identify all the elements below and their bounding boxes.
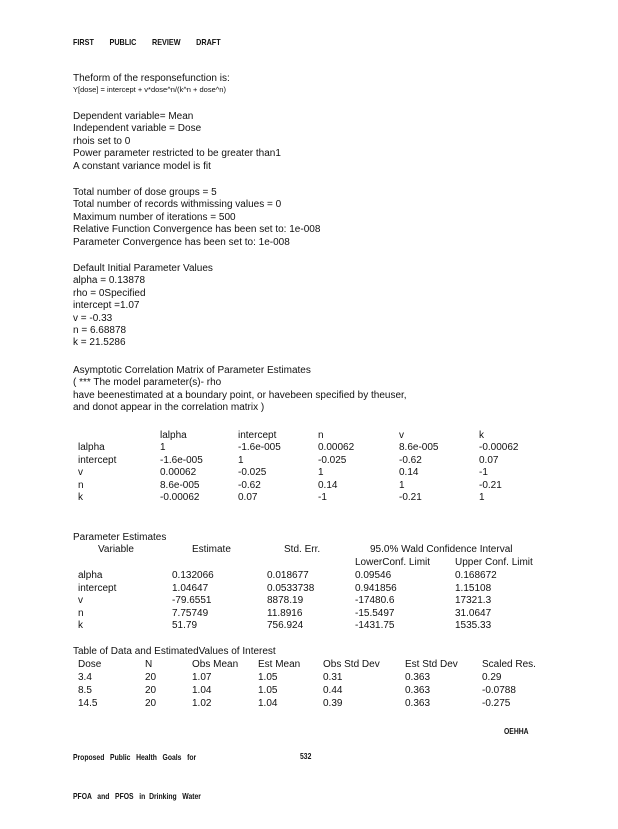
col-header: 95.0% Wald Confidence Interval bbox=[370, 544, 513, 555]
data-cell: 0.363 bbox=[405, 672, 431, 683]
matrix-cell: -0.025 bbox=[238, 467, 267, 478]
col-header: N bbox=[145, 659, 153, 670]
setting-line: Total number of records withmissing values = 0 bbox=[73, 199, 282, 211]
matrix-cell: -0.00062 bbox=[160, 492, 200, 503]
matrix-cell: -0.00062 bbox=[479, 442, 519, 453]
value-line: k = 21.5286 bbox=[73, 337, 126, 349]
setting-line: Independent variable = Dose bbox=[73, 123, 202, 135]
value-line: n = 6.68878 bbox=[73, 325, 127, 337]
correlation-notes bbox=[73, 365, 407, 415]
section-title: Parameter Estimates bbox=[73, 532, 167, 543]
estimate-cell: 0.0533738 bbox=[267, 583, 315, 594]
setting-line: A constant variance model is fit bbox=[73, 160, 211, 172]
estimate-cell: 8878.19 bbox=[267, 595, 304, 606]
matrix-cell: -1.6e-005 bbox=[238, 442, 281, 453]
data-cell: 1.02 bbox=[192, 698, 212, 709]
matrix-cell: -0.62 bbox=[399, 455, 422, 466]
footer-document-title bbox=[73, 725, 201, 829]
matrix-row-label: n bbox=[78, 480, 84, 491]
matrix-cell: 8.6e-005 bbox=[399, 442, 439, 453]
response-function-intro: Theform of the responsefunction is: bbox=[73, 73, 230, 84]
matrix-cell: 8.6e-005 bbox=[160, 480, 200, 491]
response-function bbox=[73, 73, 230, 95]
estimate-cell: 17321.3 bbox=[455, 595, 492, 606]
col-header: Dose bbox=[78, 659, 102, 670]
matrix-cell: 0.00062 bbox=[160, 467, 197, 478]
value-line: intercept =1.07 bbox=[73, 300, 140, 312]
data-cell: -0.275 bbox=[482, 698, 511, 709]
col-header: Upper Conf. Limit bbox=[455, 557, 533, 568]
header-word: REVIEW bbox=[152, 37, 181, 47]
matrix-cell: -0.62 bbox=[238, 480, 261, 491]
matrix-row-label: intercept bbox=[78, 455, 117, 466]
matrix-cell: 0.07 bbox=[479, 455, 499, 466]
matrix-cell: -1.6e-005 bbox=[160, 455, 203, 466]
matrix-cell: -1 bbox=[318, 492, 327, 503]
data-cell: 1.04 bbox=[192, 685, 212, 696]
matrix-cell: 0.00062 bbox=[318, 442, 355, 453]
estimate-cell: -17480.6 bbox=[355, 595, 395, 606]
matrix-row-label: lalpha bbox=[78, 442, 105, 453]
matrix-col-header: n bbox=[318, 430, 324, 441]
matrix-col-header: intercept bbox=[238, 430, 277, 441]
estimate-cell: 1535.33 bbox=[455, 620, 492, 631]
estimate-row-label: v bbox=[78, 595, 83, 606]
data-cell: 0.39 bbox=[323, 698, 343, 709]
estimate-row-label: k bbox=[78, 620, 83, 631]
model-settings bbox=[73, 111, 281, 173]
matrix-cell: 0.14 bbox=[318, 480, 338, 491]
section-title: Asymptotic Correlation Matrix of Parameter Estimates bbox=[73, 365, 311, 376]
estimate-cell: 7.75749 bbox=[172, 608, 209, 619]
col-header: Scaled Res. bbox=[482, 659, 536, 670]
data-cell: 20 bbox=[145, 685, 157, 696]
setting-line: Power parameter restricted to be greater than1 bbox=[73, 148, 281, 160]
matrix-cell: 1 bbox=[479, 492, 485, 503]
footer-agency: OEHHA bbox=[504, 726, 529, 736]
col-header: Estimate bbox=[192, 544, 231, 555]
draft-header bbox=[73, 37, 234, 47]
note-line: have beenestimated at a boundary point, or havebeen specified by theuser, bbox=[73, 389, 407, 401]
data-cell: 1.04 bbox=[258, 698, 278, 709]
estimate-cell: 0.168672 bbox=[455, 570, 497, 581]
section-title: Table of Data and EstimatedValues of Interest bbox=[73, 646, 276, 657]
estimate-cell: 0.132066 bbox=[172, 570, 214, 581]
value-line: rho = 0Specified bbox=[73, 287, 146, 299]
data-cell: 0.29 bbox=[482, 672, 502, 683]
header-word: FIRST bbox=[73, 37, 94, 47]
estimate-cell: 756.924 bbox=[267, 620, 304, 631]
matrix-cell: -1 bbox=[479, 467, 488, 478]
estimate-cell: 11.8916 bbox=[267, 608, 303, 619]
matrix-cell: 1 bbox=[399, 480, 405, 491]
data-cell: 14.5 bbox=[78, 698, 98, 709]
data-cell: 0.31 bbox=[323, 672, 343, 683]
data-cell: 20 bbox=[145, 672, 157, 683]
matrix-row-label: v bbox=[78, 467, 83, 478]
data-cell: 8.5 bbox=[78, 685, 92, 696]
header-word: PUBLIC bbox=[109, 37, 137, 47]
estimate-cell: 0.09546 bbox=[355, 570, 392, 581]
matrix-col-header: lalpha bbox=[160, 430, 187, 441]
col-header: Obs Std Dev bbox=[323, 659, 380, 670]
setting-line: Dependent variable= Mean bbox=[73, 111, 194, 122]
matrix-col-header: k bbox=[479, 430, 484, 441]
data-cell: 3.4 bbox=[78, 672, 92, 683]
data-cell: 1.05 bbox=[258, 672, 278, 683]
footer-line: Proposed Public Health Goals for bbox=[73, 752, 197, 762]
col-header: Std. Err. bbox=[284, 544, 321, 555]
setting-line: Relative Function Convergence has been set to: 1e-008 bbox=[73, 224, 321, 236]
estimate-cell: 31.0647 bbox=[455, 608, 492, 619]
col-header: Est Std Dev bbox=[405, 659, 458, 670]
run-settings bbox=[73, 187, 320, 249]
matrix-cell: 1 bbox=[318, 467, 324, 478]
matrix-cell: 1 bbox=[160, 442, 166, 453]
note-line: and donot appear in the correlation matrix ) bbox=[73, 402, 265, 414]
matrix-cell: -0.21 bbox=[479, 480, 502, 491]
matrix-cell: 1 bbox=[238, 455, 244, 466]
matrix-cell: 0.07 bbox=[238, 492, 258, 503]
data-cell: 1.07 bbox=[192, 672, 212, 683]
estimate-cell: 0.018677 bbox=[267, 570, 309, 581]
col-header: LowerConf. Limit bbox=[355, 557, 431, 568]
matrix-cell: 0.14 bbox=[399, 467, 419, 478]
matrix-cell: -0.21 bbox=[399, 492, 422, 503]
initial-parameter-values bbox=[73, 263, 213, 350]
data-cell: 1.05 bbox=[258, 685, 278, 696]
page-number: 532 bbox=[300, 751, 312, 761]
section-title: Default Initial Parameter Values bbox=[73, 263, 213, 274]
setting-line: Parameter Convergence has been set to: 1e-008 bbox=[73, 236, 290, 248]
setting-line: Total number of dose groups = 5 bbox=[73, 187, 217, 198]
col-header: Est Mean bbox=[258, 659, 301, 670]
value-line: alpha = 0.13878 bbox=[73, 275, 146, 287]
estimate-cell: 1.04647 bbox=[172, 583, 209, 594]
estimate-cell: 1.15108 bbox=[455, 583, 492, 594]
data-cell: 0.363 bbox=[405, 685, 431, 696]
setting-line: Maximum number of iterations = 500 bbox=[73, 211, 236, 223]
data-cell: 20 bbox=[145, 698, 157, 709]
estimate-cell: -79.6551 bbox=[172, 595, 212, 606]
data-cell: 0.363 bbox=[405, 698, 431, 709]
col-header: Variable bbox=[98, 544, 134, 555]
response-function-formula: Y[dose] = intercept + v*dose^n/(k^n + dose^n) bbox=[73, 85, 226, 95]
value-line: v = -0.33 bbox=[73, 312, 113, 324]
col-header: Obs Mean bbox=[192, 659, 239, 670]
estimate-row-label: intercept bbox=[78, 583, 117, 594]
estimate-row-label: alpha bbox=[78, 570, 103, 581]
estimate-row-label: n bbox=[78, 608, 84, 619]
matrix-row-label: k bbox=[78, 492, 83, 503]
estimate-cell: 51.79 bbox=[172, 620, 198, 631]
setting-line: rhois set to 0 bbox=[73, 135, 131, 147]
matrix-cell: -0.025 bbox=[318, 455, 347, 466]
estimate-cell: -15.5497 bbox=[355, 608, 395, 619]
header-word: DRAFT bbox=[196, 37, 221, 47]
data-cell: -0.0788 bbox=[482, 685, 516, 696]
footer-line: PFOA and PFOS in Drinking Water bbox=[73, 791, 201, 801]
matrix-col-header: v bbox=[399, 430, 404, 441]
estimate-cell: -1431.75 bbox=[355, 620, 395, 631]
estimate-cell: 0.941856 bbox=[355, 583, 397, 594]
note-line: ( *** The model parameter(s)- rho bbox=[73, 377, 222, 389]
data-cell: 0.44 bbox=[323, 685, 343, 696]
